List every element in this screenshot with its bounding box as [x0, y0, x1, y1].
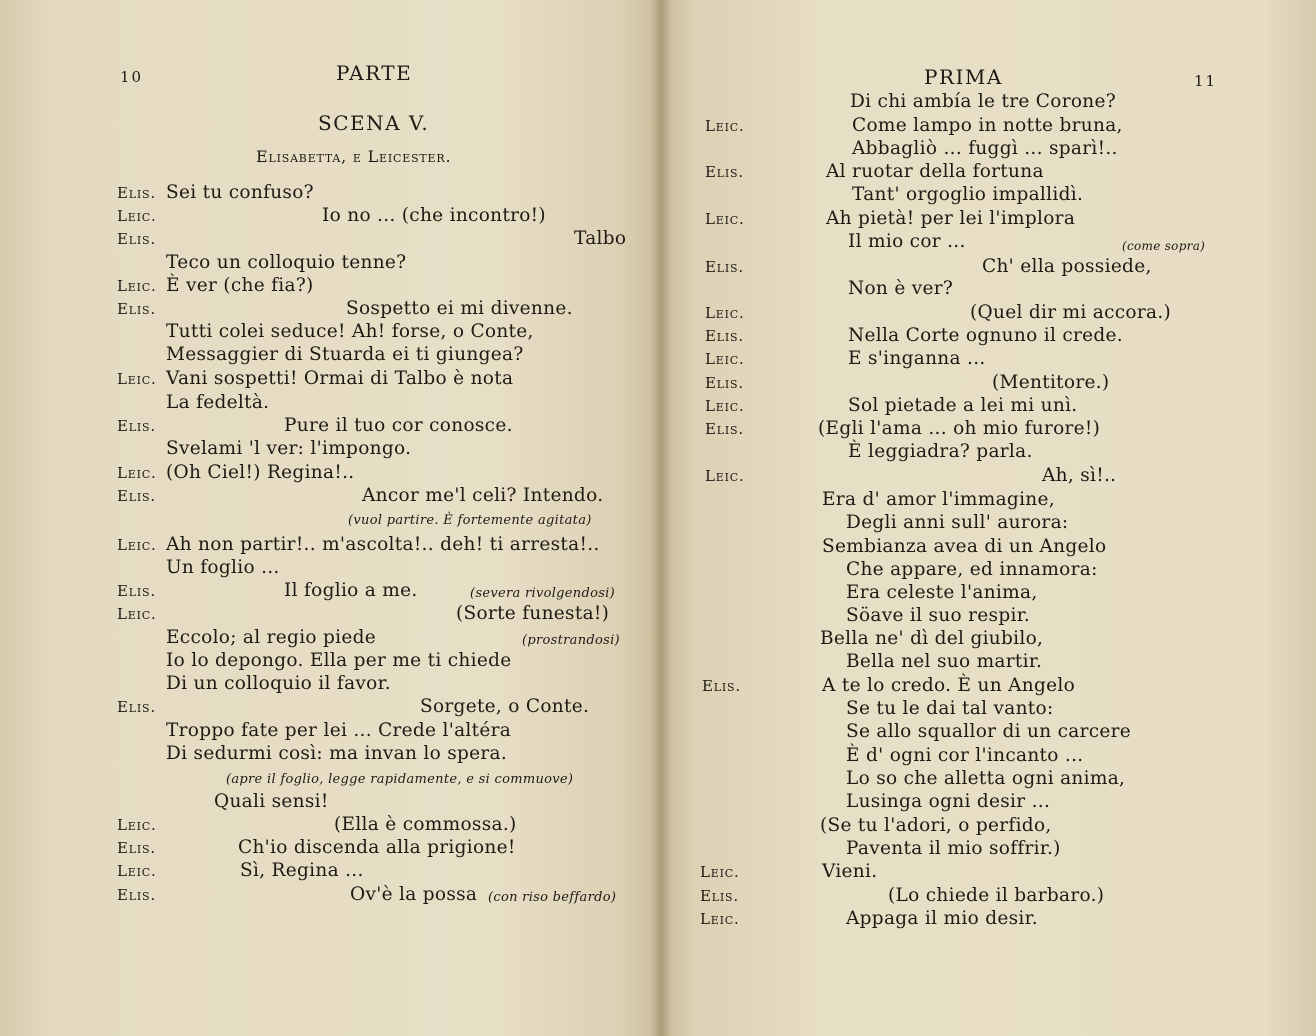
stage-direction: (vuol partire. È fortemente agitata)	[348, 513, 592, 528]
verse-line: Ch' ella possiede,	[982, 256, 1152, 277]
speaker-label: Elis.	[117, 417, 156, 435]
verse-line: Sembianza avea di un Angelo	[822, 536, 1107, 557]
speaker-label: Leic.	[700, 863, 740, 881]
verse-line: Ch'io discenda alla prigione!	[238, 837, 516, 858]
speaker-label: Elis.	[117, 184, 156, 202]
stage-direction: (prostrandosi)	[522, 633, 620, 648]
verse-line: Ancor me'l celi? Intendo.	[362, 485, 604, 506]
speaker-label: Leic.	[117, 464, 157, 482]
speaker-label: Leic.	[117, 862, 157, 880]
verse-line: Io no ... (che incontro!)	[322, 205, 546, 226]
verse-line: Messaggier di Stuarda ei ti giungea?	[166, 344, 524, 365]
right-running-head: PRIMA	[924, 65, 1003, 89]
verse-line: (Sorte funesta!)	[456, 603, 610, 624]
speaker-label: Leic.	[117, 207, 157, 225]
verse-line: E s'inganna ...	[848, 348, 986, 369]
speaker-label: Leic.	[705, 397, 745, 415]
speaker-label: Leic.	[117, 816, 157, 834]
verse-line: Svelami 'l ver: l'impongo.	[166, 438, 412, 459]
verse-line: È leggiadra? parla.	[848, 441, 1033, 462]
verse-line: Io lo depongo. Ella per me ti chiede	[166, 650, 512, 671]
verse-line: Sì, Regina ...	[240, 860, 364, 881]
speaker-label: Elis.	[117, 582, 156, 600]
speaker-label: Leic.	[705, 304, 745, 322]
verse-line: Era d' amor l'immagine,	[822, 489, 1055, 510]
verse-line: (Quel dir mi accora.)	[970, 302, 1172, 323]
verse-line: A te lo credo. È un Angelo	[822, 675, 1076, 696]
verse-line: (Oh Ciel!) Regina!..	[166, 462, 355, 483]
speaker-label: Leic.	[117, 277, 157, 295]
verse-line: È ver (che fia?)	[166, 275, 314, 296]
speaker-label: Elis.	[117, 886, 156, 904]
verse-line: Ah, sì!..	[1042, 465, 1117, 486]
verse-line: Bella ne' dì del giubilo,	[820, 628, 1044, 649]
speaker-label: Leic.	[705, 350, 745, 368]
verse-line: Come lampo in notte bruna,	[852, 115, 1123, 136]
speaker-label: Elis.	[705, 163, 744, 181]
verse-line: Bella nel suo martir.	[846, 651, 1043, 672]
verse-line: (Egli l'ama ... oh mio furore!)	[818, 418, 1101, 439]
verse-line: Nella Corte ognuno il crede.	[848, 325, 1123, 346]
speaker-label: Elis.	[705, 327, 744, 345]
right-page-number: 11	[1194, 72, 1218, 90]
speaker-label: Leic.	[700, 910, 740, 928]
speaker-label: Elis.	[117, 487, 156, 505]
speaker-label: Leic.	[117, 536, 157, 554]
speaker-label: Elis.	[117, 698, 156, 716]
speaker-label: Leic.	[705, 117, 745, 135]
verse-line: Sorgete, o Conte.	[420, 696, 590, 717]
verse-line: Teco un colloquio tenne?	[166, 252, 407, 273]
left-page-number: 10	[120, 68, 144, 86]
verse-line: Vani sospetti! Ormai di Talbo è nota	[166, 368, 514, 389]
verse-line: Appaga il mio desir.	[846, 908, 1038, 929]
verse-line: Che appare, ed innamora:	[846, 559, 1098, 580]
verse-line: Söave il suo respir.	[846, 605, 1030, 626]
verse-line: La fedeltà.	[166, 392, 270, 413]
verse-line: Non è ver?	[848, 278, 954, 299]
verse-line: Troppo fate per lei ... Crede l'altéra	[166, 720, 512, 741]
speaker-label: Elis.	[705, 420, 744, 438]
verse-line: Al ruotar della fortuna	[826, 161, 1044, 182]
verse-line: Sol pietade a lei mi unì.	[848, 395, 1078, 416]
verse-line: Se allo squallor di un carcere	[846, 721, 1132, 742]
verse-line: Ah non partir!.. m'ascolta!.. deh! ti arresta!..	[166, 534, 600, 555]
verse-line: Un foglio ...	[166, 557, 280, 578]
book-gutter	[650, 0, 672, 1036]
stage-direction: (con riso beffardo)	[488, 890, 617, 905]
verse-line: Paventa il mio soffrir.)	[846, 838, 1061, 859]
verse-line: Di sedurmi così: ma invan lo spera.	[166, 743, 508, 764]
verse-line: Il foglio a me.	[284, 580, 418, 601]
verse-line: (Ella è commossa.)	[334, 814, 517, 835]
verse-line: Sei tu confuso?	[166, 182, 314, 203]
verse-line: Il mio cor ...	[848, 231, 966, 252]
speaker-label: Elis.	[705, 374, 744, 392]
stage-direction: (come sopra)	[1122, 239, 1206, 253]
verse-line: Eccolo; al regio piede	[166, 627, 377, 648]
verse-line: Tutti colei seduce! Ah! forse, o Conte,	[166, 321, 534, 342]
verse-line: Degli anni sull' aurora:	[846, 512, 1069, 533]
verse-line: Lo so che alletta ogni anima,	[846, 768, 1126, 789]
verse-line: Di chi ambía le tre Corone?	[850, 91, 1116, 112]
left-running-head: PARTE	[336, 61, 413, 85]
verse-line: Era celeste l'anima,	[846, 582, 1038, 603]
verse-line: È d' ogni cor l'incanto ...	[846, 745, 1084, 766]
verse-line: Di un colloquio il favor.	[166, 673, 391, 694]
speaker-label: Elis.	[117, 839, 156, 857]
verse-line: (Se tu l'adori, o perfido,	[820, 815, 1052, 836]
stage-direction: (apre il foglio, legge rapidamente, e si commuove)	[226, 772, 574, 787]
verse-line: Quali sensi!	[214, 791, 329, 812]
verse-line: Talbo	[574, 228, 627, 249]
speaker-label: Elis.	[702, 677, 741, 695]
verse-line: Tant' orgoglio impallidì.	[852, 184, 1084, 205]
verse-line: (Lo chiede il barbaro.)	[888, 885, 1105, 906]
verse-line: (Mentitore.)	[992, 372, 1110, 393]
speaker-label: Leic.	[705, 467, 745, 485]
verse-line: Pure il tuo cor conosce.	[284, 415, 513, 436]
verse-line: Abbagliò ... fuggì ... sparì!..	[852, 138, 1118, 159]
scene-characters: Elisabetta, e Leicester.	[256, 147, 452, 166]
verse-line: Sospetto ei mi divenne.	[346, 298, 573, 319]
speaker-label: Elis.	[117, 230, 156, 248]
verse-line: Vieni.	[822, 861, 878, 882]
speaker-label: Elis.	[705, 258, 744, 276]
speaker-label: Elis.	[117, 300, 156, 318]
speaker-label: Leic.	[705, 210, 745, 228]
verse-line: Ah pietà! per lei l'implora	[826, 208, 1076, 229]
scene-heading: SCENA V.	[318, 111, 430, 135]
speaker-label: Leic.	[117, 370, 157, 388]
verse-line: Ov'è la possa	[350, 884, 478, 905]
speaker-label: Elis.	[700, 887, 739, 905]
verse-line: Lusinga ogni desir ...	[846, 791, 1051, 812]
speaker-label: Leic.	[117, 605, 157, 623]
verse-line: Se tu le dai tal vanto:	[846, 698, 1054, 719]
stage-direction: (severa rivolgendosi)	[470, 586, 616, 601]
